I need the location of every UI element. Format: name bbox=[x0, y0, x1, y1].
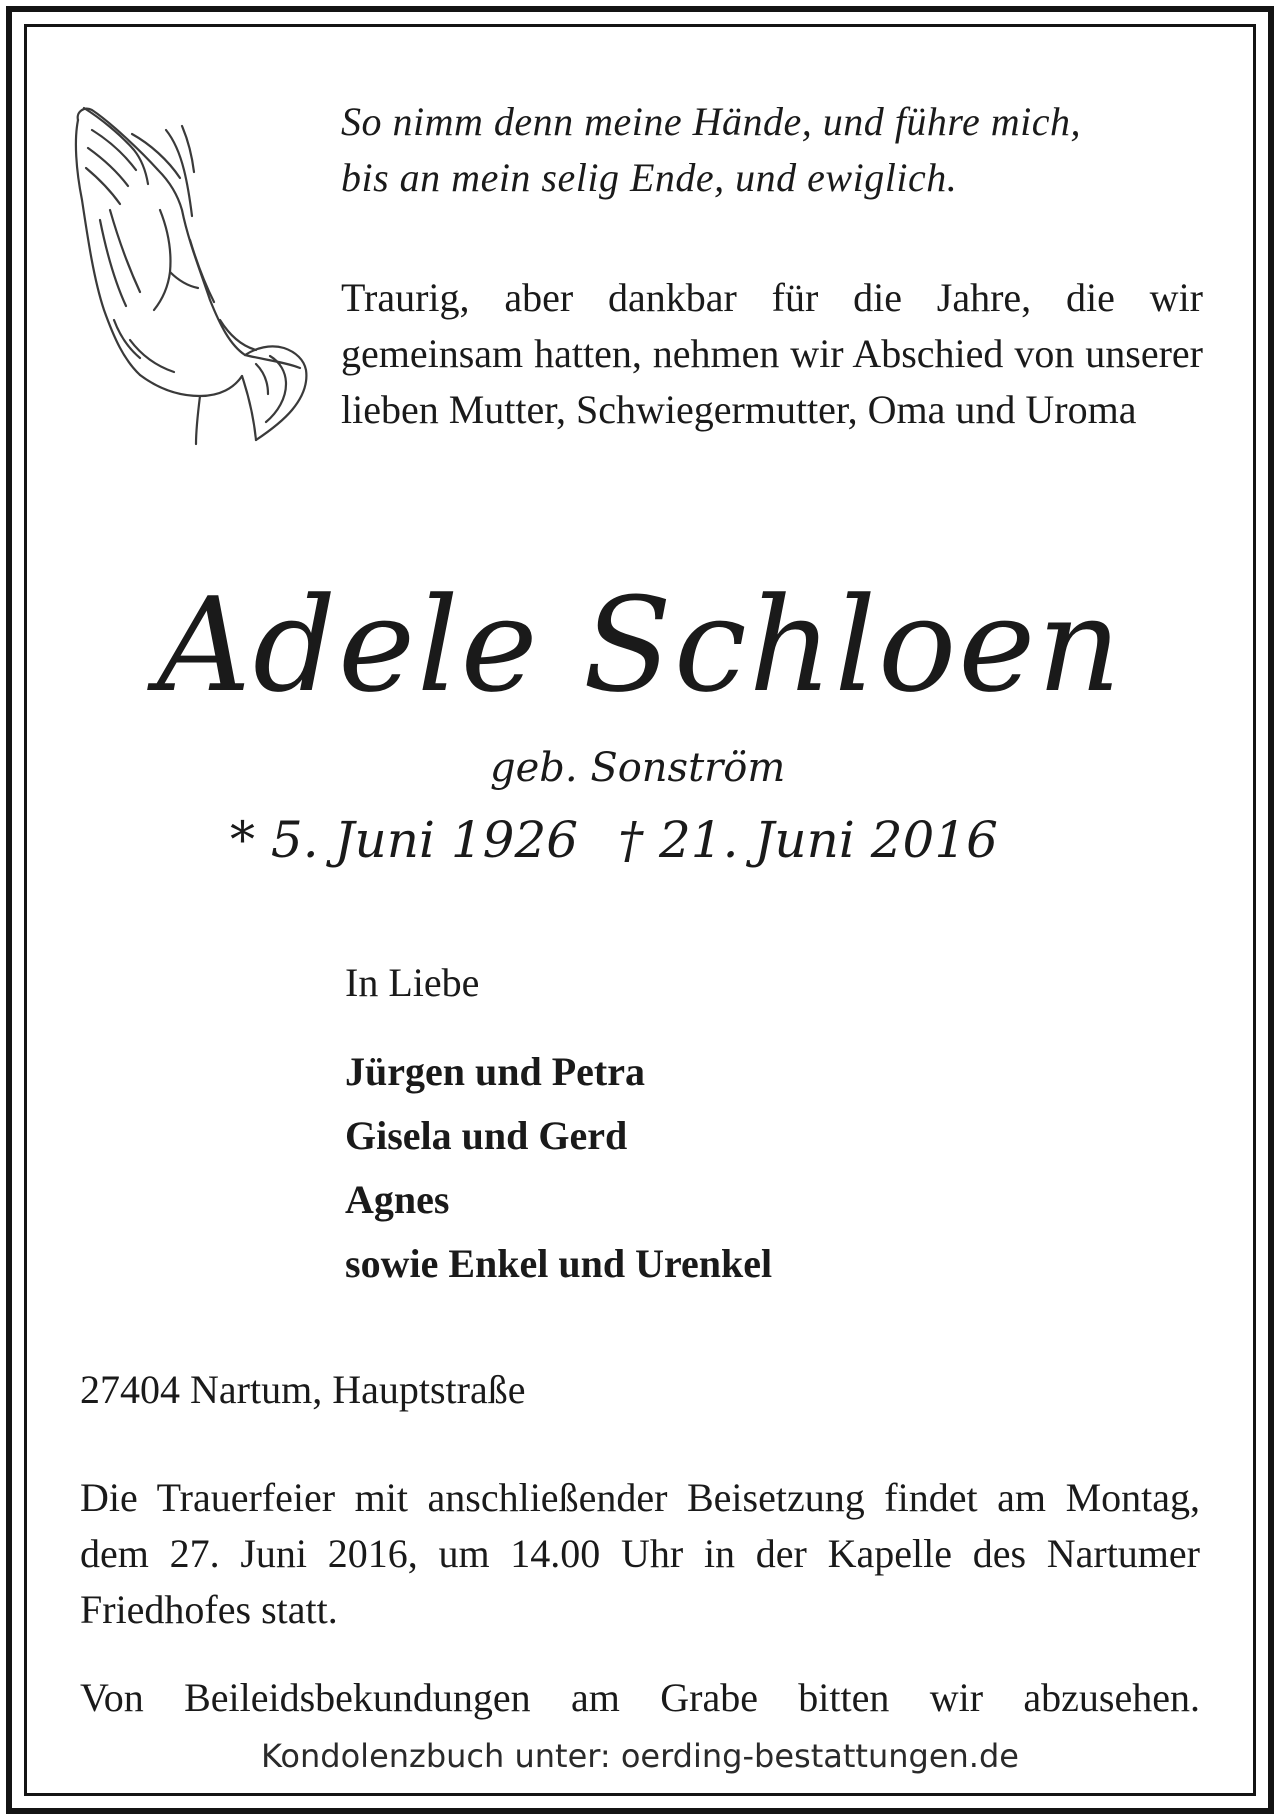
death-date: † 21. Juni 2016 bbox=[618, 811, 998, 869]
maiden-name: geb. Sonström bbox=[490, 745, 786, 791]
ceremony-info: Die Trauerfeier mit anschließender Beisetzung findet am Montag, dem 27. Juni 2016, um 14.00 Uhr in der Kapelle des Nartumer Friedhofes statt. bbox=[80, 1475, 1200, 1632]
mourner-entry: sowie Enkel und Urenkel bbox=[345, 1241, 773, 1286]
condolence-note: Von Beileidsbekundungen am Grabe bitten wir abzusehen. bbox=[80, 1675, 1200, 1720]
address: 27404 Nartum, Hauptstraße bbox=[80, 1367, 526, 1412]
deceased-name: Adele Schloen bbox=[157, 569, 1123, 721]
praying-hands-icon bbox=[70, 100, 310, 450]
birth-date: * 5. Juni 1926 bbox=[230, 811, 579, 869]
life-dates bbox=[230, 808, 1130, 872]
mourner-entry: Gisela und Gerd bbox=[345, 1113, 628, 1158]
verse-line-1: So nimm denn meine Hände, und führe mich, bbox=[341, 99, 1081, 144]
verse-line-2: bis an mein selig Ende, und ewiglich. bbox=[341, 155, 958, 200]
intro-text: Traurig, aber dankbar für die Jahre, die wir gemeinsam hatten, nehmen wir Abschied von unserer lieben Mutter, Schwiegermutter, Oma und Uroma bbox=[341, 275, 1203, 432]
mourners-heading: In Liebe bbox=[345, 960, 480, 1005]
bible-verse bbox=[341, 94, 1201, 206]
condolence-book-link[interactable]: Kondolenzbuch unter: oerding-bestattungen.de bbox=[261, 1737, 1019, 1775]
mourner-entry: Jürgen und Petra bbox=[345, 1049, 645, 1094]
mourner-entry: Agnes bbox=[345, 1177, 450, 1222]
mourners-list bbox=[345, 1040, 772, 1296]
